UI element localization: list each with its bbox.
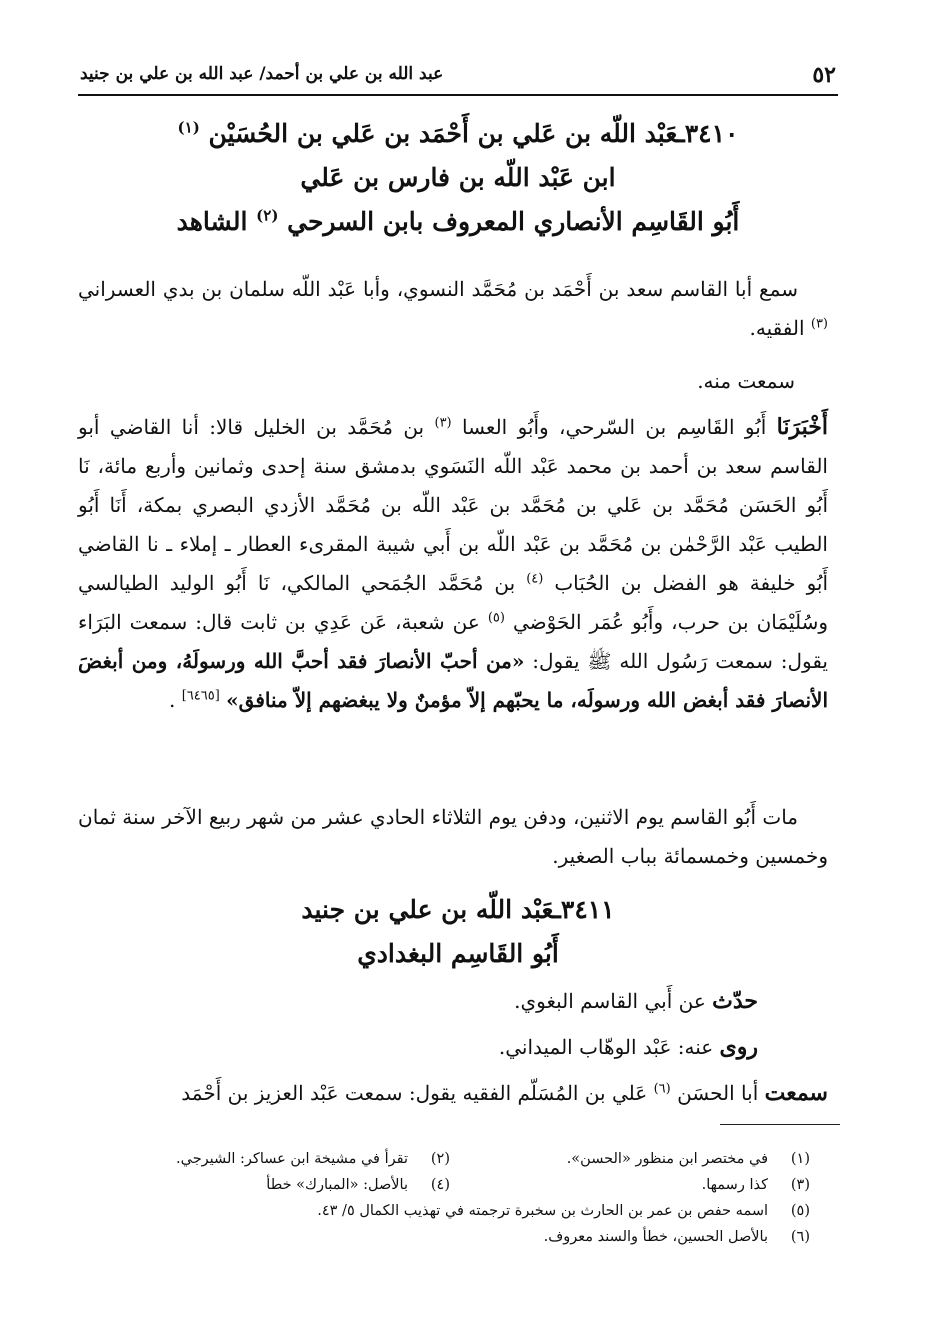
footnote-row bbox=[110, 1224, 810, 1250]
entry-3411-heading bbox=[78, 888, 838, 976]
paragraph-text: عن أَبي القاسم البغوي. bbox=[514, 989, 706, 1013]
paragraph-text: عنه: عَبْد الوهّاب الميداني. bbox=[498, 1035, 714, 1059]
footnote-ref-1: (١) bbox=[177, 118, 200, 137]
footnote-4 bbox=[266, 1172, 450, 1198]
paragraph-isnad bbox=[78, 408, 828, 720]
footnote-ref-2: (٢) bbox=[256, 206, 279, 225]
entry-3411-title-line-2: أَبُو القَاسِم البغدادي bbox=[357, 939, 559, 968]
paragraph-samitu: سمعت منه. bbox=[697, 369, 795, 393]
paragraph-text: الفقيه. bbox=[749, 316, 805, 340]
paragraph-text: . bbox=[169, 688, 176, 712]
footnote-ref-3b: (٣) bbox=[434, 415, 452, 431]
entry-3411-title-line-1: ٣٤١١ـعَبْد اللّه بن علي بن جنيد bbox=[301, 895, 615, 924]
footnote-text: تقرأ في مشيخة ابن عساكر: الشيرجي. bbox=[176, 1151, 408, 1167]
title-text: ٣٤١٠ـعَبْد اللّه بن عَلي بن أَحْمَد بن عَلي بن الحُسَيْن bbox=[208, 119, 739, 148]
paragraph-text: بن مُحَمَّد الجُمَحي المالكي، نَا أَبُو الوليد الطيالسي وسُلَيْمَان بن حرب، وأَبُو عُمَر الحَوْضي bbox=[78, 571, 829, 634]
hadith-number: [٦٤٦٥] bbox=[181, 688, 220, 704]
haddath-lead: حدّث bbox=[712, 988, 758, 1014]
footnote-ref-4: (٤) bbox=[526, 571, 544, 587]
entry-3410-heading bbox=[78, 112, 838, 244]
entry-3410-title-line-2: ابن عَبْد اللّه بن فارس بن عَلي bbox=[300, 163, 616, 192]
paragraph-text: بن مُحَمَّد بن الخليل قالا: أنا القاضي أبو القاسم سعد بن أحمد بن محمد عَبْد اللّه النَسَوي بدمشق سنة إحدى وثمانين وأربع مائة، نَا أَبُو الحَسَن مُحَمَّد بن عَلي بن مُحَمَّد بن عَبْد اللّه بن مُحَمَّد الأزدي البصري بمكة، أَنَا أَبُو الطيب عَبْد الرَّحْمٰن بن مُحَمَّد بن عَبْد اللّه بن أَبي شيبة المقرىء العطار ـ إملاء ـ نا القاضي أَبُو خليفة هو الفضل بن الحُبَاب bbox=[78, 415, 829, 595]
footnote-2 bbox=[176, 1146, 450, 1172]
paragraph-death: مات أَبُو القاسم يوم الاثنين، ودفن يوم الثلاثاء الحادي عشر من شهر ربيع الآخر سنة ثمان وخمسين وخمسمائة بباب الصغير. bbox=[78, 805, 828, 868]
footnote-text: بالأصل: «المبارك» خطأ bbox=[266, 1177, 408, 1193]
footnote-number: (٢) bbox=[430, 1151, 450, 1167]
running-title: عبد الله بن علي بن أحمد/ عبد الله بن علي بن جنيد bbox=[80, 64, 444, 84]
footnote-separator bbox=[720, 1124, 840, 1125]
akhbarana-lead: أَخْبَرَنَا bbox=[776, 414, 828, 440]
line-haddath bbox=[78, 982, 828, 1021]
page-header bbox=[78, 58, 838, 96]
hadith-text: «من أحبّ الأنصارَ فقد أحبَّ الله ورسولَهُ، ومن أبغضَ الأنصارَ فقد أبغض الله ورسولَه، ما يحبّهم إلاّ مؤمنٌ ولا يبغضهم إلاّ منافق» bbox=[78, 649, 828, 712]
footnote-3 bbox=[450, 1172, 810, 1198]
line-rawa bbox=[78, 1028, 828, 1067]
footnote-ref-5: (٥) bbox=[487, 610, 505, 626]
entry-3410-title-line-1 bbox=[78, 112, 838, 156]
footnote-number: (٤) bbox=[430, 1177, 450, 1193]
footnote-row bbox=[110, 1146, 810, 1172]
footnote-number: (٦) bbox=[790, 1229, 810, 1245]
title-text: الشاهد bbox=[176, 207, 248, 236]
footnote-number: (١) bbox=[790, 1151, 810, 1167]
footnote-5 bbox=[317, 1198, 810, 1224]
paragraph-sama bbox=[78, 270, 828, 348]
line-samitu bbox=[78, 1074, 828, 1113]
footnote-text: في مختصر ابن منظور «الحسن». bbox=[566, 1151, 768, 1167]
footnotes bbox=[110, 1146, 810, 1250]
footnote-ref-3: (٣) bbox=[810, 316, 828, 332]
samitu-lead: سمعت bbox=[764, 1080, 828, 1106]
paragraph-text: عَلي بن المُسَلّم الفقيه يقول: سمعت عَبْد العزيز بن أَحْمَد bbox=[181, 1081, 648, 1105]
footnote-6 bbox=[544, 1224, 810, 1250]
footnote-ref-6: (٦) bbox=[653, 1081, 671, 1097]
page-number: ٥٢ bbox=[812, 62, 836, 88]
footnote-number: (٥) bbox=[790, 1203, 810, 1219]
paragraph-text: عن شعبة، عَن عَدِي بن ثابت قال: سمعت البَرَاء يقول: سمعت رَسُول الله ﷺ يقول: bbox=[78, 610, 828, 673]
footnote-number: (٣) bbox=[790, 1177, 810, 1193]
footnote-1 bbox=[450, 1146, 810, 1172]
footnote-row bbox=[110, 1172, 810, 1198]
paragraph-text: أَبُو القَاسِم بن السّرحي، وأَبُو العسا bbox=[461, 415, 767, 439]
footnote-text: بالأصل الحسين، خطأ والسند معروف. bbox=[543, 1229, 768, 1245]
footnote-row bbox=[110, 1198, 810, 1224]
rawa-lead: روى bbox=[719, 1034, 758, 1060]
footnote-text: كذا رسمها. bbox=[701, 1177, 768, 1193]
footnote-text: اسمه حفص بن عمر بن الحارث بن سخبرة ترجمته في تهذيب الكمال ٥/ ٤٣. bbox=[317, 1203, 768, 1219]
paragraph-text: أبا الحسَن bbox=[677, 1081, 759, 1105]
title-text: أَبُو القَاسِم الأنصاري المعروف بابن السرحي bbox=[287, 207, 740, 236]
entry-3410-title-line-3 bbox=[78, 200, 838, 244]
paragraph-text: سمع أبا القاسم سعد بن أَحْمَد بن مُحَمَّد النسوي، وأبا عَبْد اللّه سلمان بن بدي العسراني bbox=[78, 277, 798, 301]
